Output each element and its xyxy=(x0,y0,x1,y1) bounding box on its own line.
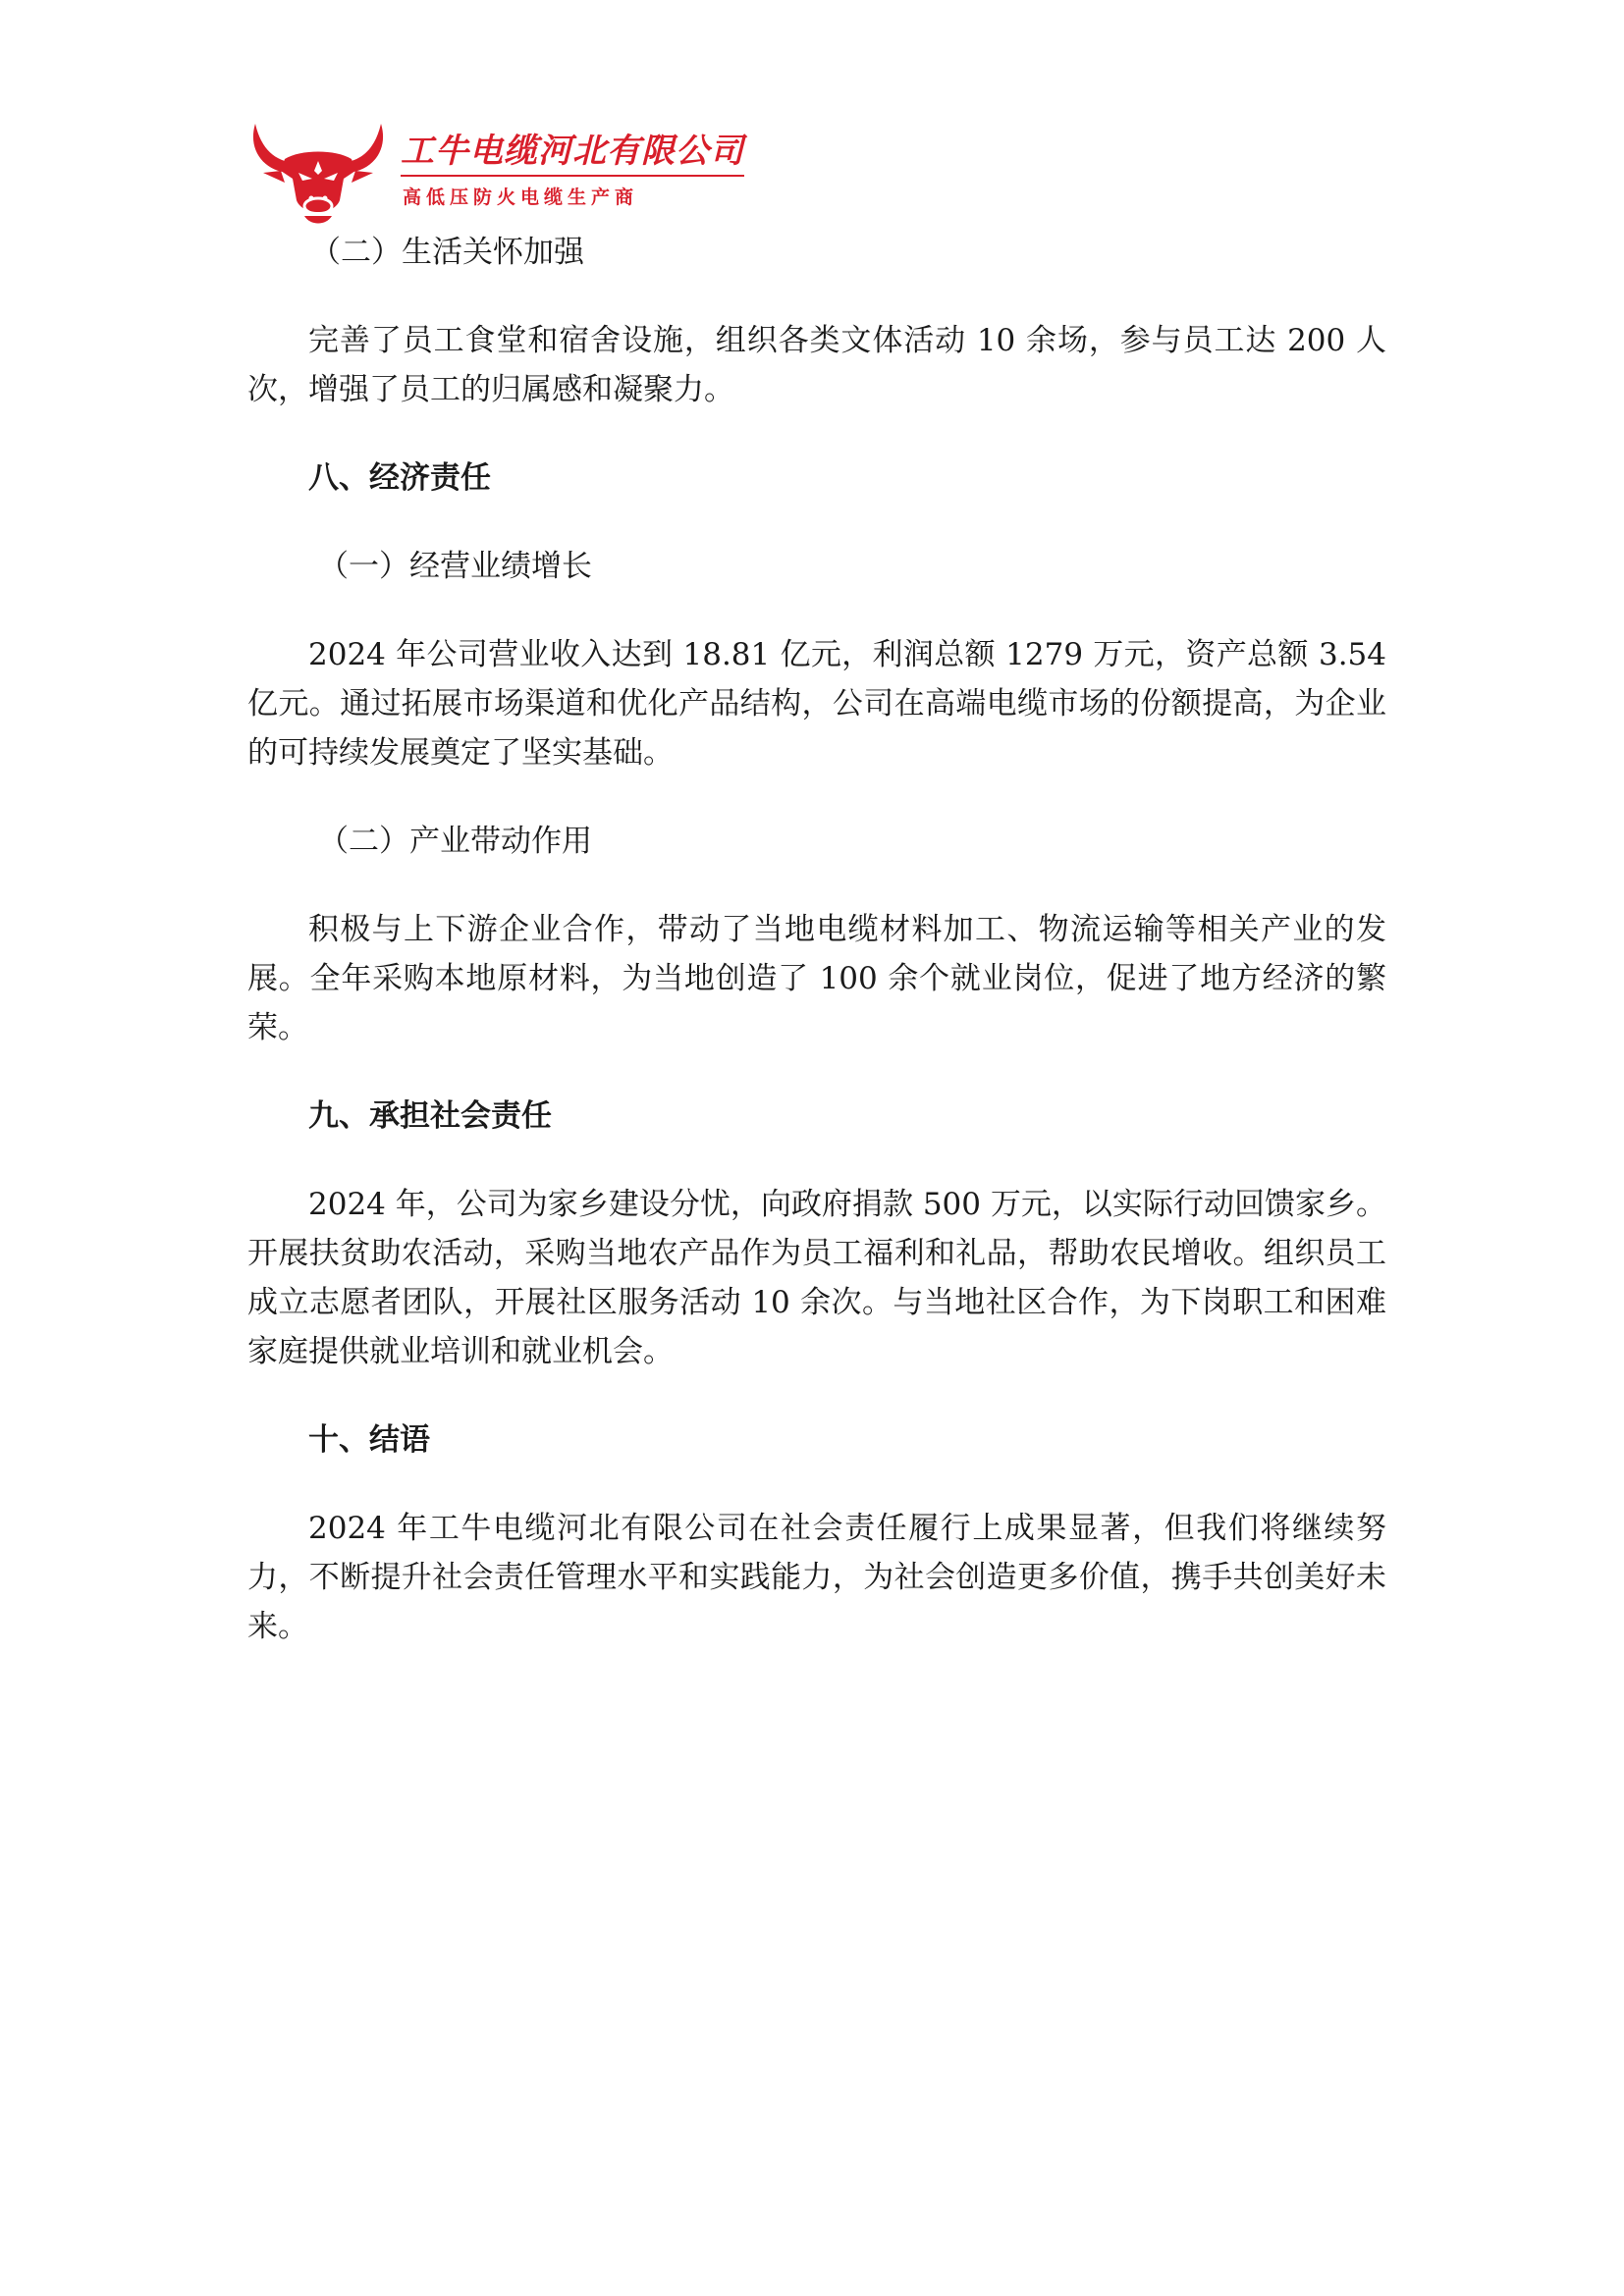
subsection-heading-business-growth: （一）经营业绩增长 xyxy=(318,549,592,584)
company-tagline: 高低压防火电缆生产商 xyxy=(403,187,639,208)
paragraph-business-growth: 2024 年公司营业收入达到 18.81 亿元，利润总额 1279 万元，资产总额 3.54 亿元。通过拓展市场渠道和优化产品结构，公司在高端电缆市场的份额提高，为企业的可持续发展奠定了坚实基础。 xyxy=(247,637,1386,771)
subsection-heading-life-care: （二）生活关怀加强 xyxy=(310,235,584,270)
section-heading-social: 九、承担社会责任 xyxy=(308,1098,552,1134)
logo-divider xyxy=(401,175,744,177)
paragraph-industry: 积极与上下游企业合作，带动了当地电缆材料加工、物流运输等相关产业的发展。全年采购本地原材料，为当地创造了 100 余个就业岗位，促进了地方经济的繁荣。 xyxy=(247,912,1386,1045)
document-body xyxy=(247,228,1386,1651)
subsection-heading-industry: （二）产业带动作用 xyxy=(318,824,592,859)
section-heading-conclusion: 十、结语 xyxy=(308,1422,430,1458)
document-header xyxy=(245,110,756,228)
bull-head-icon xyxy=(245,110,391,226)
section-heading-economic: 八、经济责任 xyxy=(308,460,491,496)
paragraph-conclusion: 2024 年工牛电缆河北有限公司在社会责任履行上成果显著，但我们将继续努力，不断提升社会责任管理水平和实践能力，为社会创造更多价值，携手共创美好未来。 xyxy=(247,1511,1386,1644)
company-name: 工牛电缆河北有限公司 xyxy=(401,132,744,171)
paragraph-life-care: 完善了员工食堂和宿舍设施，组织各类文体活动 10 余场，参与员工达 200 人次，增强了员工的归属感和凝聚力。 xyxy=(247,323,1386,407)
paragraph-social: 2024 年，公司为家乡建设分忧，向政府捐款 500 万元，以实际行动回馈家乡。开展扶贫助农活动，采购当地农产品作为员工福利和礼品，帮助农民增收。组织员工成立志愿者团队，开展社区服务活动 10 余次。与当地社区合作，为下岗职工和困难家庭提供就业培训和就业机会。 xyxy=(247,1187,1386,1369)
